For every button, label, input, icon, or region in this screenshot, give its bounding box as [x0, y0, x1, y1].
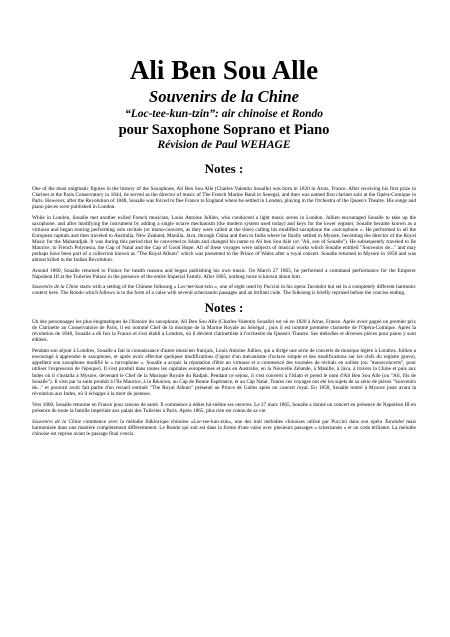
- english-paragraph-1: One of the most enigmatic figures in the history of the Saxophone, Ali Ben Sou Alle (Charles-Valentin Soualle) was born in 1820 in Arras, France. After receiving his first prize in Clarinet at the Paris Conservatory in 1844, he served as the director of music of The French Marine Band in Senegal, and then was named first clarinet solo at the Opéra-Comique in Paris. However, after the Revolution of 1848, Soualle was forced to flee France to England where he settled in London, playing in the Orchestra of the Queen's Theatre. His songs and piano pieces were published in London.: [32, 186, 416, 211]
- work-title: Souvenirs de la Chine: [149, 87, 299, 106]
- opera-name: Turandot: [384, 418, 404, 425]
- paragraph-text: starts with a setting of the Chinese folksong « Loc-tee-kun-tzin », one of eight used by Puccini in his opera: [78, 284, 307, 291]
- opera-name: Turandot: [306, 284, 327, 291]
- french-paragraph-3: Vers 1860, Soualle retourne en France pour raisons de santé. Il commence à éditer lui-même ses oeuvres. Le 27 mars 1865, Soualle a donné un concert en présence de Napoléon III en présence de toute la famille impériale aux palais des Tuileries à Paris. Après 1865, plus rien est connu de sa vie.: [32, 401, 416, 414]
- document-title: Ali Ben Sou Alle: [129, 55, 319, 85]
- french-paragraph-1: Un des personnages les plus énigmatiques de l'histoire du saxophone, Ali Ben Sou Alle (Charles-Valentin Soualle) est né en 1820 à Arras, France. Après avoir gagné un premier prix de Clarinette au Conservatoire de Paris, il est nommé Chef de la musique de la Marine Royale au Sénégal , puis il est nommé première clarinette de l'Opéra-Comique. Après la révolution de 1848, Soualle a dû fuir la France et s'est établi à Londres, où il devient clarinettiste à l'orchestre du Queen's Theatre. Ses mélodies et diverses pièces pour piano y sont éditées.: [32, 319, 416, 344]
- notes-heading-english: Notes :: [204, 161, 244, 176]
- english-paragraph-3: Around 1860, Soualle returned to France for health reasons and began publishing his own music. On March 27 1865, he performed a command performance for the Emperor Napoleon III at the Tuileries Palace in the presence of the entire Imperial Family. After 1865, nothing more is known about him.: [32, 267, 416, 280]
- french-paragraph-4: [32, 419, 416, 437]
- english-paragraph-4: [32, 284, 416, 296]
- instrumentation: pour Saxophone Soprano et Piano: [118, 122, 330, 138]
- revision-credit: Révision de Paul WEHAGE: [157, 139, 291, 151]
- paragraph-text: commence avec la mélodie folklorique chinoise «Loc-tee-kun-tzin», une des huit mélodies chinoises utilisé par Puccini dans son opéra: [81, 418, 385, 425]
- notes-heading-french: Notes :: [204, 300, 244, 316]
- english-paragraph-2: While in London, Soualle met another exiled French musician, Louis Antoine Jullien, who conducted a light music series in London. Jullien encouraged Soualle to take up the saxophone, and after modifying the instrument by adding a single octave mechanism (the modern system used today) and keys for the lower register, Soualle became known as a virtuoso and began touring performing solo recitals (or mono-concerts, as they were called at the time) calling his modified saxophone the «turcophone ». He performed in all the European capitals and then traveled to Australia, New Zealand, Manilla, Java, through China and then to India where he finally settled in Mysore, becoming the director of the Royal Music for the Maharadjah. It was during this period that he converted to Islam and changed his name to Ali ben Sou Alle (or "Ali, son of Soualle"). He subsequently traveled to Ile Maurice, to French Polynesia, the Cap of Natal and the Cap of Good Hope. All of these voyages were subjects of musical works which Soualle entitled "Souvenirs de..." and may perhaps have been part of a collection known as "The Royal Album" which was presented to the Prince of Wales after a royal concert. Soualle returned to Mysore in 1858 and was almost killed in the Indian Revolution.: [32, 214, 416, 264]
- paragraph-text: mais harmonisée dans une manière complètement différemment. Le Rondo qui suit est dans la forme d'une valse avec plusieurs passages « scherzando » et un coda brillante. La mélodie chinoise est reprise avant le passage final concis.: [32, 418, 416, 437]
- french-paragraph-2: Pendant son séjour à Londres, Soualle a fait la connaissance d'autre musicien français, Louis Antoine Jullien, qui a dirigé une série de concerts de musique légère à Londres. Jullien a encouragé à apprendre le saxophone, et après avoir effectué quelques modifications (l'ajout d'un mécanisme d'octave simple et des modifications sur les clefs du registre grave), appellent son saxophone modifié le « turcophone ». Soualle a acquis la réputation d'être un virtuose et a commencé des tournées de récitals en soliste (ou "monoconcerts", pour utiliser l'expression de l'époque). Il s'est produit dans toutes les capitales européennes et puis en Australie, en la Nouvelle Zélande, à Manille, à Java, à travers la Chine et puis aux Indes où il s'installa à Mysore, devenant le Chef de la Musique Royale du Radjah. Pendant ce séjour, il s'est converti à l'Islam et prend le nom d'Ali Ben Sou Alle (ou "Ali, fils de Soualle"). Il s'est par la suite produit à l'île Maurice, à la Réunion, au Cap de Bonne Espérance, et au Cap Natal. Toutes ces voyages ont été les sujets de sa série de pièces "Souvenirs de..." et pourrait avoir fait partie d'un recueil entitulé "The Royal Album" présenté au Prince de Galles après un concert royal. En 1858, Soualle rentré à Mysore juste avant la révolution aux Indes, où il échappe à la mort de justesse.: [32, 348, 416, 397]
- work-name: Souvenirs de la Chine: [32, 418, 82, 425]
- work-name: Souvenirs de la Chine: [32, 284, 79, 291]
- work-subtitle: “Loc-tee-kun-tzin”: air chinoise et Rondo: [124, 108, 324, 120]
- paragraph-text: but set in a completely different harmonic context here. The Rondo which follows is in the form of a valse with several scherzando passages and an brillant code. The folksong is briefly reprised before the concise ending.: [32, 284, 416, 297]
